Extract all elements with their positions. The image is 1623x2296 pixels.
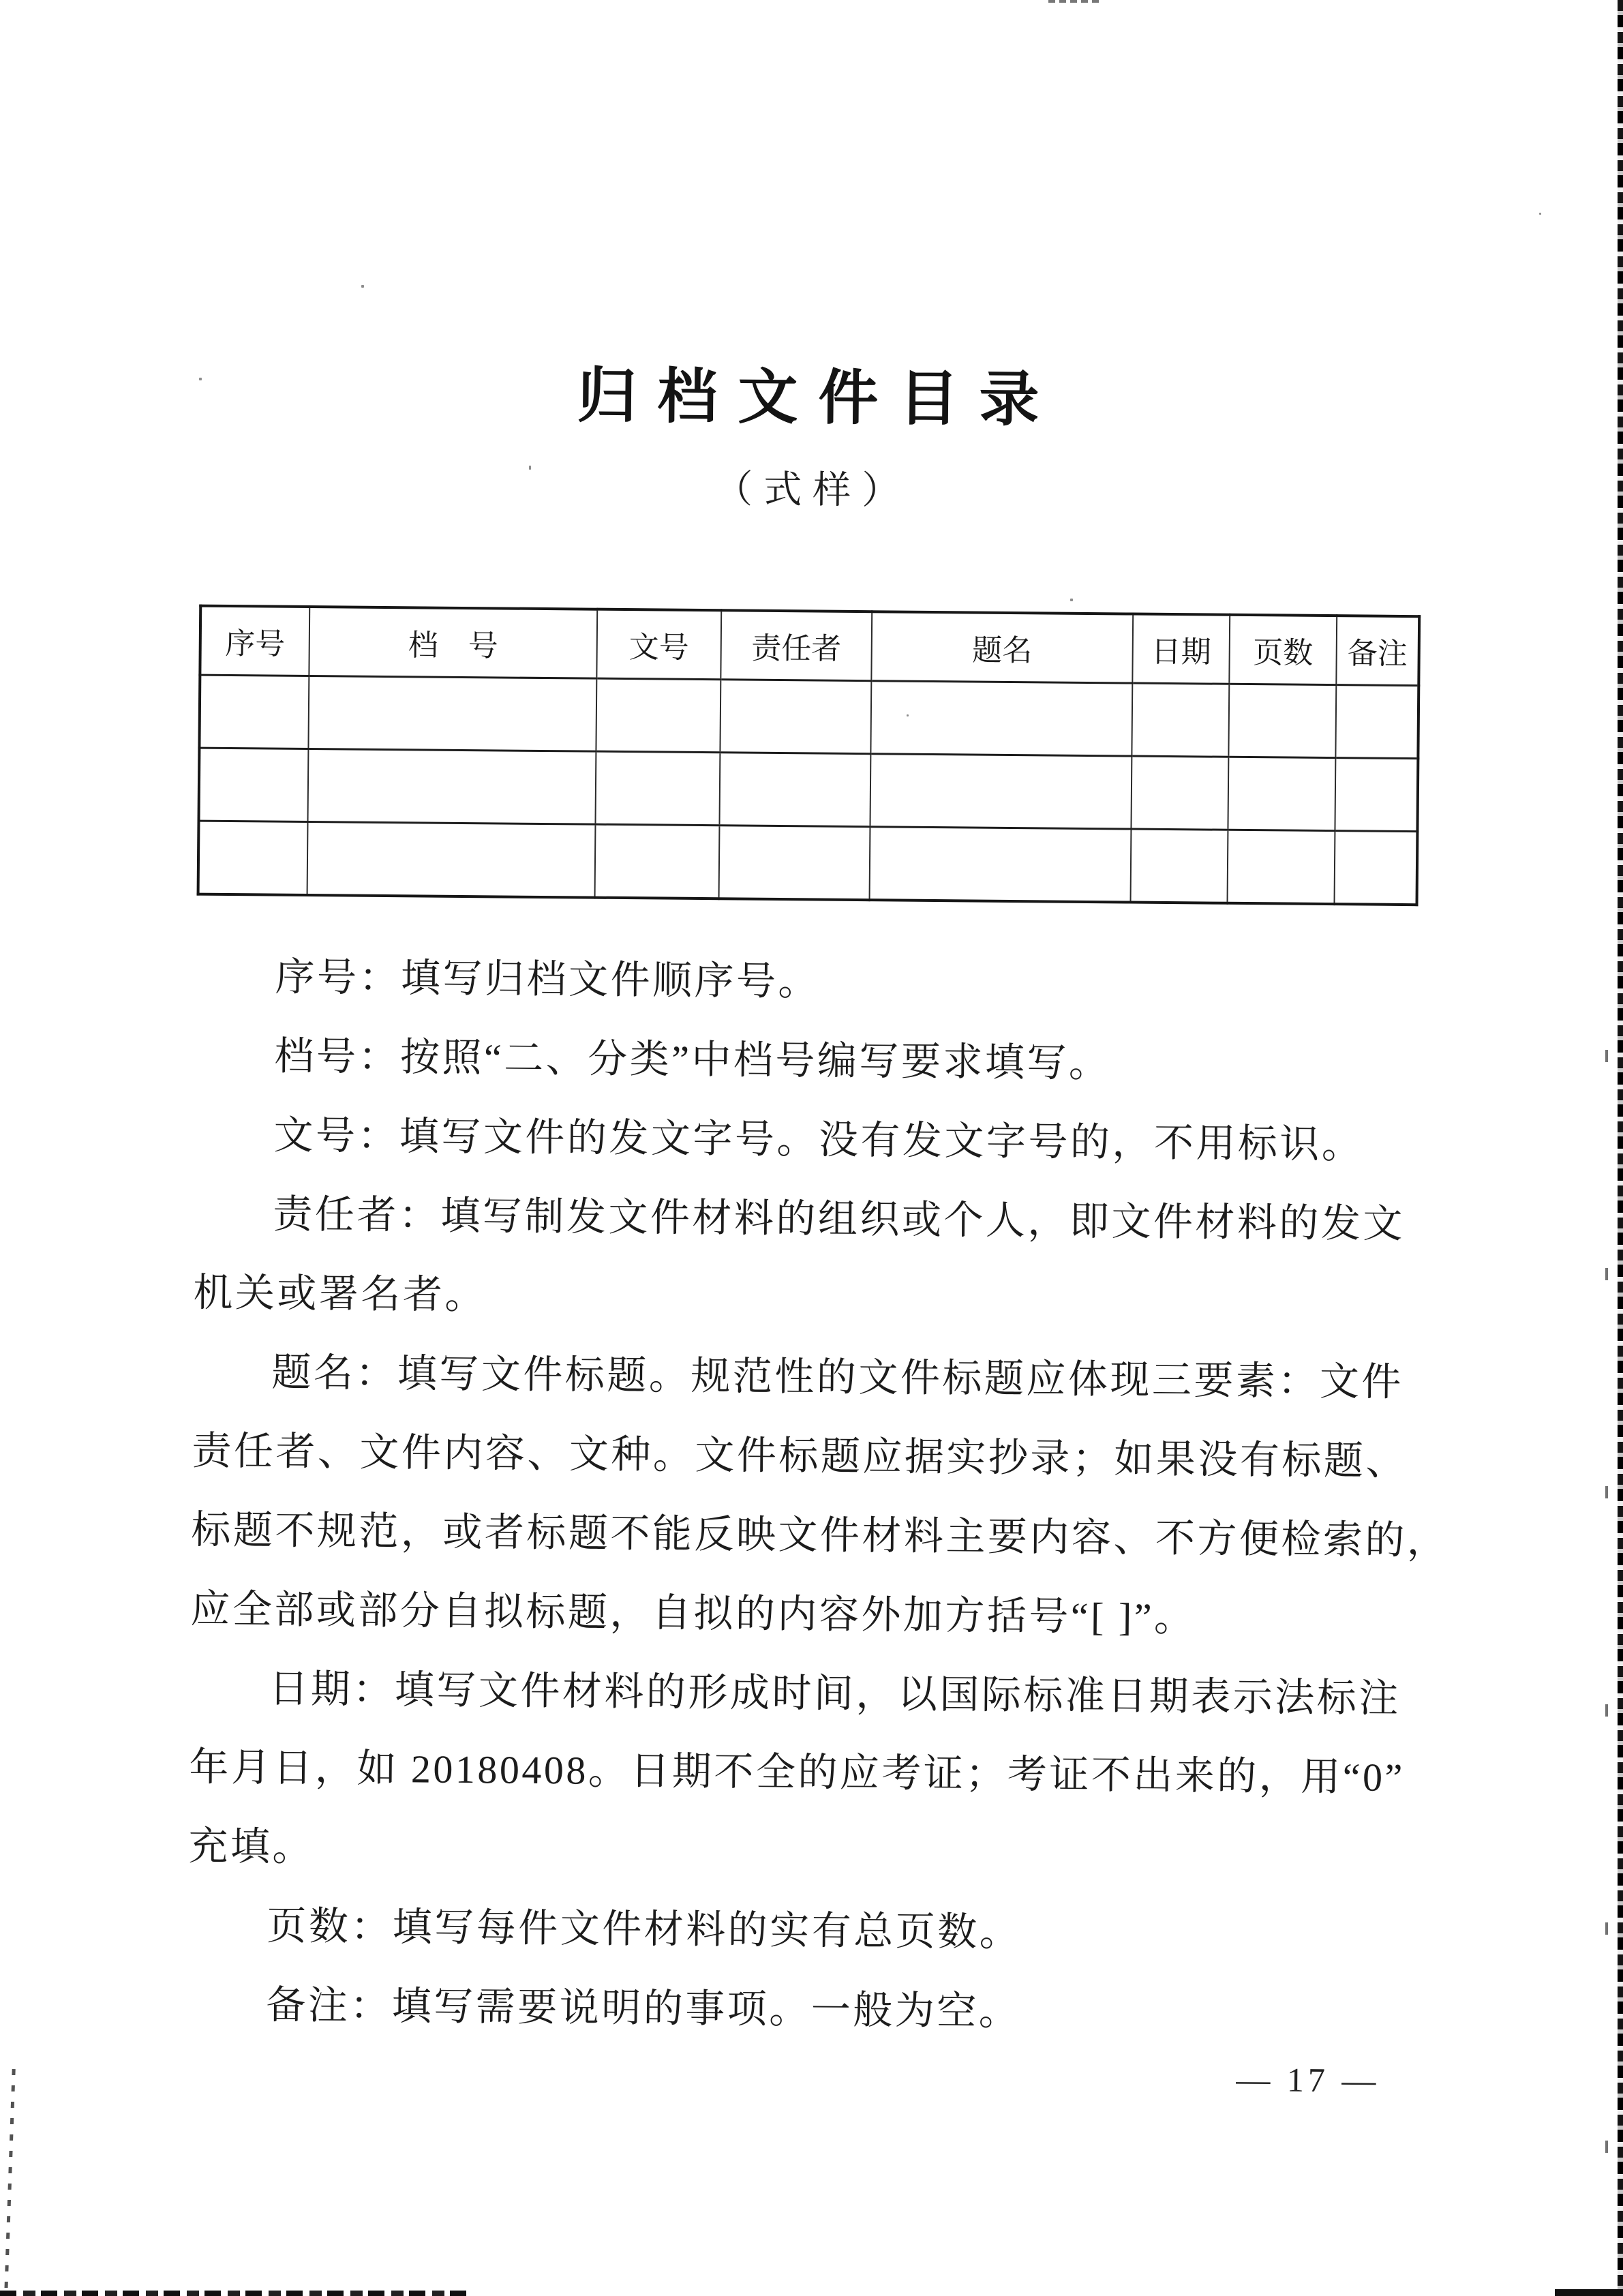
table-cell (870, 754, 1132, 829)
body-line: 责任者：填写制发文件材料的组织或个人，即文件材料的发文 (273, 1192, 1406, 1247)
table-cell (1335, 758, 1418, 832)
table-header-cell-danghao: 档 号 (309, 607, 597, 678)
table-cell (870, 827, 1132, 903)
page-number: — 17 — (1236, 2059, 1380, 2100)
table-cell (719, 753, 870, 827)
table-cell (307, 821, 596, 897)
body-line: 日期：填写文件材料的形成时间，以国际标准日期表示法标注 (269, 1666, 1401, 1721)
scan-artifact-bottom-edge (0, 2291, 470, 2296)
body-line: 应全部或部分自拟标题，自拟的内容外加方括号“[ ]”。 (190, 1586, 1196, 1640)
body-text (187, 937, 1449, 2055)
scan-artifact-right-inner-dashes (1605, 954, 1608, 2250)
table-cell (1335, 685, 1419, 759)
table-header-cell-yeshu: 页数 (1229, 615, 1337, 685)
table-header-cell-riqi: 日期 (1132, 614, 1230, 684)
scan-speck (361, 285, 364, 288)
table-cell (199, 748, 309, 821)
scan-speck (907, 714, 909, 716)
table-cell (870, 681, 1132, 756)
body-line: 页数：填写每件文件材料的实有总页数。 (267, 1903, 1022, 1955)
table-row (199, 748, 1419, 832)
table-cell (1131, 756, 1228, 830)
body-line: 机关或署名者。 (193, 1270, 487, 1318)
table-cell (198, 821, 308, 895)
body-line: 序号：填写归档文件顺序号。 (275, 954, 821, 1004)
body-line: 档号：按照“二、分类”中档号编写要求填写。 (274, 1033, 1111, 1086)
table-header-cell-zerenzhe: 责任者 (721, 610, 872, 680)
table-cell (1228, 830, 1335, 904)
body-line: 文号：填写文件的发文字号。没有发文字号的，不用标识。 (273, 1113, 1364, 1167)
page-subtitle: （式样） (714, 468, 911, 513)
scan-speck (199, 378, 202, 380)
archive-catalog-table (197, 605, 1421, 907)
body-line: 年月日，如 20180408。日期不全的应考证；考证不出来的，用“0” (189, 1744, 1406, 1800)
table-cell (596, 678, 721, 753)
table-header-cell-beizhu: 备注 (1336, 616, 1419, 686)
scan-speck (1539, 213, 1541, 215)
table-cell (307, 749, 596, 824)
body-line: 题名：填写文件标题。规范性的文件标题应体现三要素：文件 (271, 1350, 1404, 1405)
scan-artifact-right-edge (1618, 0, 1623, 2296)
table-header-cell-timing: 题名 (871, 611, 1133, 683)
table-cell (595, 751, 720, 826)
table-cell (720, 680, 871, 754)
table-cell (1132, 683, 1229, 757)
table-header-cell-wenhao: 文号 (596, 609, 721, 680)
table-cell (1228, 684, 1336, 757)
table-row (199, 675, 1419, 759)
body-line: 充填。 (188, 1824, 315, 1870)
table-cell (199, 675, 309, 749)
scan-speck (1070, 599, 1073, 601)
body-line: 责任者、文件内容、文种。文件标题应据实抄录；如果没有标题、 (192, 1428, 1408, 1484)
scan-speck (529, 466, 531, 470)
table-row (198, 821, 1418, 905)
scan-artifact-top-edge (1048, 0, 1102, 3)
page-title: 归档文件目录 (577, 363, 1060, 434)
table-cell (308, 676, 596, 751)
table-cell (1228, 757, 1335, 830)
scan-artifact-bottom-right-corner (1555, 2289, 1623, 2296)
body-line: 标题不规范，或者标题不能反映文件材料主要内容、不方便检索的， (191, 1507, 1449, 1563)
body-line: 备注：填写需要说明的事项。一般为空。 (266, 1982, 1021, 2034)
table-header-cell-xuhao: 序号 (200, 606, 309, 676)
table-cell (719, 826, 870, 900)
table-cell (1335, 831, 1418, 905)
table-cell (595, 824, 720, 898)
table-cell (1131, 829, 1228, 903)
table-header-row (200, 606, 1419, 686)
